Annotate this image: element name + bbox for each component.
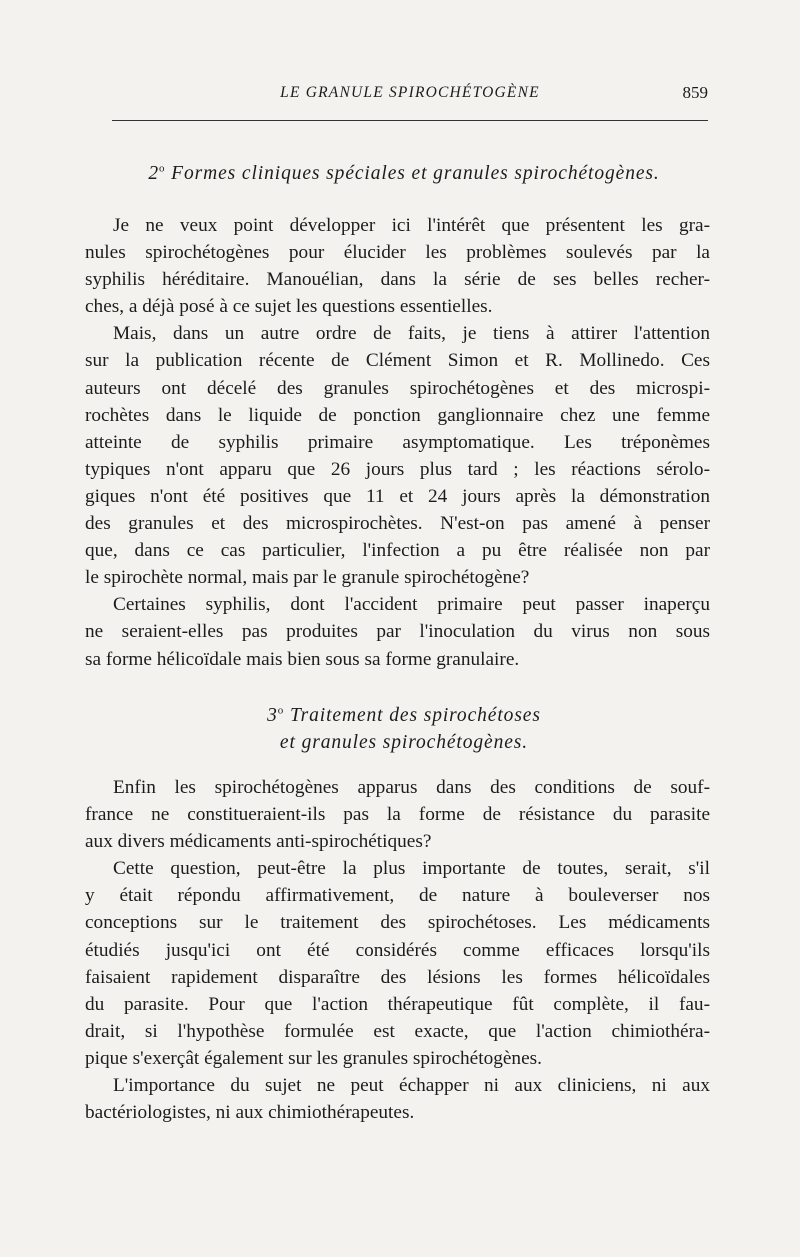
paragraph-line: drait, si l'hypothèse formulée est exacte, que l'action chimiothéra- <box>85 1020 710 1042</box>
paragraph-line: des granules et des microspirochètes. N'est-on pas amené à penser <box>85 513 710 535</box>
paragraph-line: Enfin les spirochétogènes apparus dans des conditions de souf- <box>113 777 710 798</box>
paragraph-line: Mais, dans un autre ordre de faits, je tiens à attirer l'attention <box>113 323 710 345</box>
paragraph-line: Certaines syphilis, dont l'accident primaire peut passer inaperçu <box>113 594 710 616</box>
paragraph-line: france ne constitueraient-ils pas la forme de résistance du parasite <box>85 804 710 826</box>
paragraph-line: auteurs ont décelé des granules spirochétogènes et des microspi- <box>85 377 710 399</box>
header-rule <box>112 120 708 121</box>
section-2-body <box>85 212 710 673</box>
paragraph-line: L'importance du sujet ne peut échapper ni aux cliniciens, ni aux <box>113 1075 710 1097</box>
paragraph-line: sa forme hélicoïdale mais bien sous sa forme granulaire. <box>85 648 520 670</box>
paragraph-line: Cette question, peut-être la plus importante de toutes, serait, s'il <box>113 858 710 880</box>
paragraph-line: y était répondu affirmativement, de nature à bouleverser nos <box>85 885 710 907</box>
paragraph-line: atteinte de syphilis primaire asymptomatique. Les tréponèmes <box>85 431 710 453</box>
paragraph-line: ches, a déjà posé à ce sujet les questions essentielles. <box>85 296 493 318</box>
section-3-title-line-2: et granules spirochétogènes. <box>279 732 529 753</box>
paragraph-line: du parasite. Pour que l'action thérapeutique fût complète, il fau- <box>85 993 710 1015</box>
section-3-heading-line-1 <box>100 702 708 729</box>
paragraph-line: Je ne veux point développer ici l'intérêt que présentent les gra- <box>113 215 710 236</box>
section-3-body <box>85 774 710 1126</box>
paragraph-line: sur la publication récente de Clément Simon et R. Mollinedo. Ces <box>85 350 710 372</box>
paragraph-line: aux divers médicaments anti-spirochétiques? <box>85 831 432 853</box>
section-3-title-line-1: Traitement des spirochétoses <box>289 705 541 726</box>
paragraph-line: rochètes dans le liquide de ponction ganglionnaire chez une femme <box>85 404 710 426</box>
paragraph-line: étudiés jusqu'ici ont été considérés comme efficaces lorsqu'ils <box>85 939 710 961</box>
running-head <box>112 84 708 112</box>
paragraph-line: le spirochète normal, mais par le granule spirochétogène? <box>85 567 530 589</box>
paragraph-line: faisaient rapidement disparaître des lésions les formes hélicoïdales <box>85 966 710 988</box>
section-2-heading <box>100 160 708 187</box>
paragraph-line: conceptions sur le traitement des spirochétoses. Les médicaments <box>85 912 710 934</box>
section-2-degree: o <box>158 162 166 175</box>
paragraph-line: giques n'ont été positives que 11 et 24 jours après la démonstration <box>85 485 710 507</box>
section-2-number: 2 <box>148 163 159 184</box>
paragraph-line: nules spirochétogènes pour élucider les problèmes soulevés par la <box>85 242 710 264</box>
page-number: 859 <box>682 83 708 102</box>
section-3-heading <box>100 702 708 756</box>
paragraph-line: syphilis héréditaire. Manouélian, dans la série de ses belles recher- <box>85 269 710 291</box>
paragraph-line: typiques n'ont apparu que 26 jours plus tard ; les réactions sérolo- <box>85 458 710 480</box>
paragraph-line: bactériologistes, ni aux chimiothérapeutes. <box>85 1102 415 1124</box>
section-2-title: Formes cliniques spéciales et granules spirochétogènes. <box>171 163 660 184</box>
running-title: LE GRANULE SPIROCHÉTOGÈNE <box>280 84 540 101</box>
section-3-degree: o <box>277 704 285 717</box>
paragraph-line: que, dans ce cas particulier, l'infection a pu être réalisée non par <box>85 540 710 562</box>
paragraph-line: ne seraient-elles pas produites par l'inoculation du virus non sous <box>85 621 710 643</box>
section-3-number: 3 <box>267 705 278 726</box>
paragraph-line: pique s'exerçât également sur les granules spirochétogènes. <box>85 1047 542 1069</box>
